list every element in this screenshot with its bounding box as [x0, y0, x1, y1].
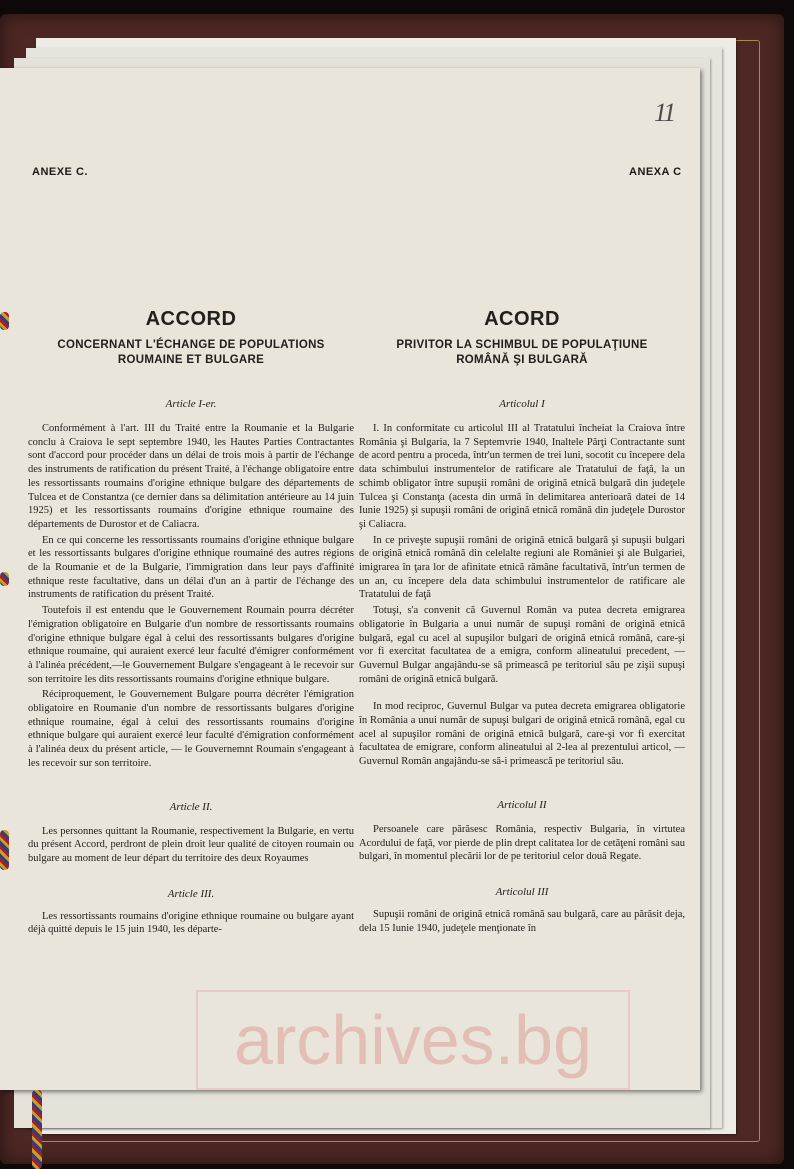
paragraph: In ce priveşte supuşii români de origină etnică bulgară şi supuşii bulgari de origină etnică română din celelalte regiuni ale României şi ale Bulgariei, imigrarea în ţara lor de afinitate etnică rămâne facultativă, într'un termen de un an, cu începere dela data schimbului instrumentelor de ratificare ale Tratatului de faţă: [359, 534, 685, 601]
binding-ribbon: [0, 830, 9, 870]
binding-ribbon: [32, 1090, 42, 1169]
paragraph: Persoanele care părăsesc România, respectiv Bulgaria, în virtutea Acordului de faţă, vor pierde de plin drept calitatea lor de cetăţeni români sau bulgari, în momentul plecării lor de pe teritoriul celor două Regate.: [359, 823, 685, 863]
article-heading: Articolul I: [499, 398, 545, 410]
accord-title: ACORD: [484, 308, 560, 330]
paragraph: Réciproquement, le Gouvernement Bulgare pourra décréter l'émigration obligatoire en Roumanie d'un nombre de ressortissants bulgares d'origine ethnique roumaine, égal à celui des ressortissants roumains d'origine ethnique bulgare qui auraient exercé leur faculté d'émigration conformément à l'alinéa deux du présent article, — le Gouvernemnt Roumain s'engageant à les recevoir sur son territoire.: [28, 689, 354, 769]
binding-ribbon: [0, 572, 9, 586]
annex-label-romanian: ANEXA C: [629, 166, 682, 178]
paragraph: En ce qui concerne les ressortissants roumains d'origine ethnique bulgare et les ressortissants bulgares d'origine ethnique roumainé des autres régions de la Roumanie et de la Bulgarie, l'immigration dans leur pays d'affinité ethnique reste facultative, dans un délai d'un an à partir de l'échange des instruments de ratification du présent Traité.: [28, 534, 354, 601]
binding-ribbon: [0, 312, 9, 330]
handwritten-page-number: 11: [654, 98, 675, 127]
paragraph: I. In conformitate cu articolul III al Tratatului încheiat la Craiova între România şi Bulgaria, la 7 Septemvrie 1940, Inaltele Părţi Contractante sunt de acord pentru a proceda, într'un termen de trei luni, socotit cu începere dela data schimbului instrumentelor de ratificare ale Tratatului de faţă, la un schimb obligator între supuşii români de origină etnică bulgară din judeţele Tulcea şi Constanţa (acesta din urmă în delimitarea anterioară datei de 14 Iunie 1925) şi supuşii români de origină etnică română din judeţele Durostor şi Caliacra.: [359, 423, 685, 530]
archive-watermark: archives.bg: [196, 990, 630, 1090]
paragraph: Les ressortissants roumains d'origine ethnique roumaine ou bulgare ayant déjà quitté depuis le 15 juin 1940, les départe-: [28, 910, 354, 936]
article-heading: Articolul II: [497, 798, 547, 811]
paragraph: In mod reciproc, Guvernul Bulgar va putea decreta emigrarea obligatorie în România a unui număr de supuşi bulgari de origină etnică română, egal cu acel al supuşilor români de origină etnică bulgară, care-şi vor fi exercitat facultatea de emigrare, conform alineatului al 2-lea al prezentului articol, — Guvernul Român angajându-se să-i primească pe teritoriul său.: [359, 701, 685, 768]
paragraph: Toutefois il est entendu que le Gouvernement Roumain pourra décréter l'émigration obligatoire en Bulgarie d'un nombre de ressortissants roumains d'origine ethnique bulgare égal à celui des ressortissants bulgares d'origine ethnique roumaine, qui auraient exercé leur faculté d'émigrer conformément à l'alinéa précédent,—le Gouvernement Bulgare s'engageant à le recevoir sur son territoire les dits ressortissants roumains d'origine ethnique bulgare.: [28, 605, 354, 685]
paragraph: Supuşii români de origină etnică română sau bulgară, care au părăsit deja, dela 15 Iunie 1940, judeţele menţionate în: [359, 908, 685, 934]
romanian-column: [359, 308, 685, 937]
paragraph: Les personnes quittant la Roumanie, respectivement la Bulgarie, en vertu du présent Accord, perdront de plein droit leur qualité de citoyen roumain ou bulgare au moment de leur départ du territoire des deux Royaumes: [28, 825, 354, 864]
accord-title: ACCORD: [145, 308, 237, 330]
paragraph: Conformément à l'art. III du Traité entre la Roumanie et la Bulgarie conclu à Craiova le sept septembre 1940, les Hautes Parties Contractantes sont d'accord pour procéder dans un délai de trois mois à partir de l'échange des instruments de ratification du présent Traité, à l'échange obligatoire entre les ressortissants roumains d'origine ethnique bulgare des départements de Tulcea et de Constantza (ce dernier dans sa délimitation antérieure au 14 juin 1925) et les ressortissants roumains d'origine ethnique roumaine des départements de Durostor et de Caliacra.: [28, 423, 354, 530]
annex-label-french: ANEXE C.: [32, 166, 88, 178]
accord-subtitle: [359, 338, 685, 368]
article-heading: Article II.: [169, 800, 213, 813]
subtitle-line: PRIVITOR LA SCHIMBUL DE POPULAŢIUNE: [396, 339, 648, 351]
article-heading: Article III.: [167, 887, 215, 900]
subtitle-line: CONCERNANT L'ÉCHANGE DE POPULATIONS: [57, 339, 325, 351]
subtitle-line: ROMÂNĂ ŞI BULGARĂ: [456, 354, 588, 366]
paragraph: Totuşi, s'a convenit că Guvernul Român va putea decreta emigrarea obligatorie în Bulgaria a unui număr de supuşi români de origină etnică bulgară, egal cu acel al supuşilor bulgari de origină etnică română, care-şi vor fi exercitat facultatea de a emigra, conform alineatului precedent, — Guvernul Bulgar angajându-se să primească pe teritoriul său pe zişii supuşi români de origină etnică bulgară.: [359, 605, 685, 685]
article-heading: Articolul III: [495, 885, 549, 898]
french-column: [28, 308, 354, 939]
subtitle-line: ROUMAINE ET BULGARE: [117, 354, 265, 366]
article-heading: Article I-er.: [165, 398, 217, 410]
accord-subtitle: [28, 338, 354, 368]
